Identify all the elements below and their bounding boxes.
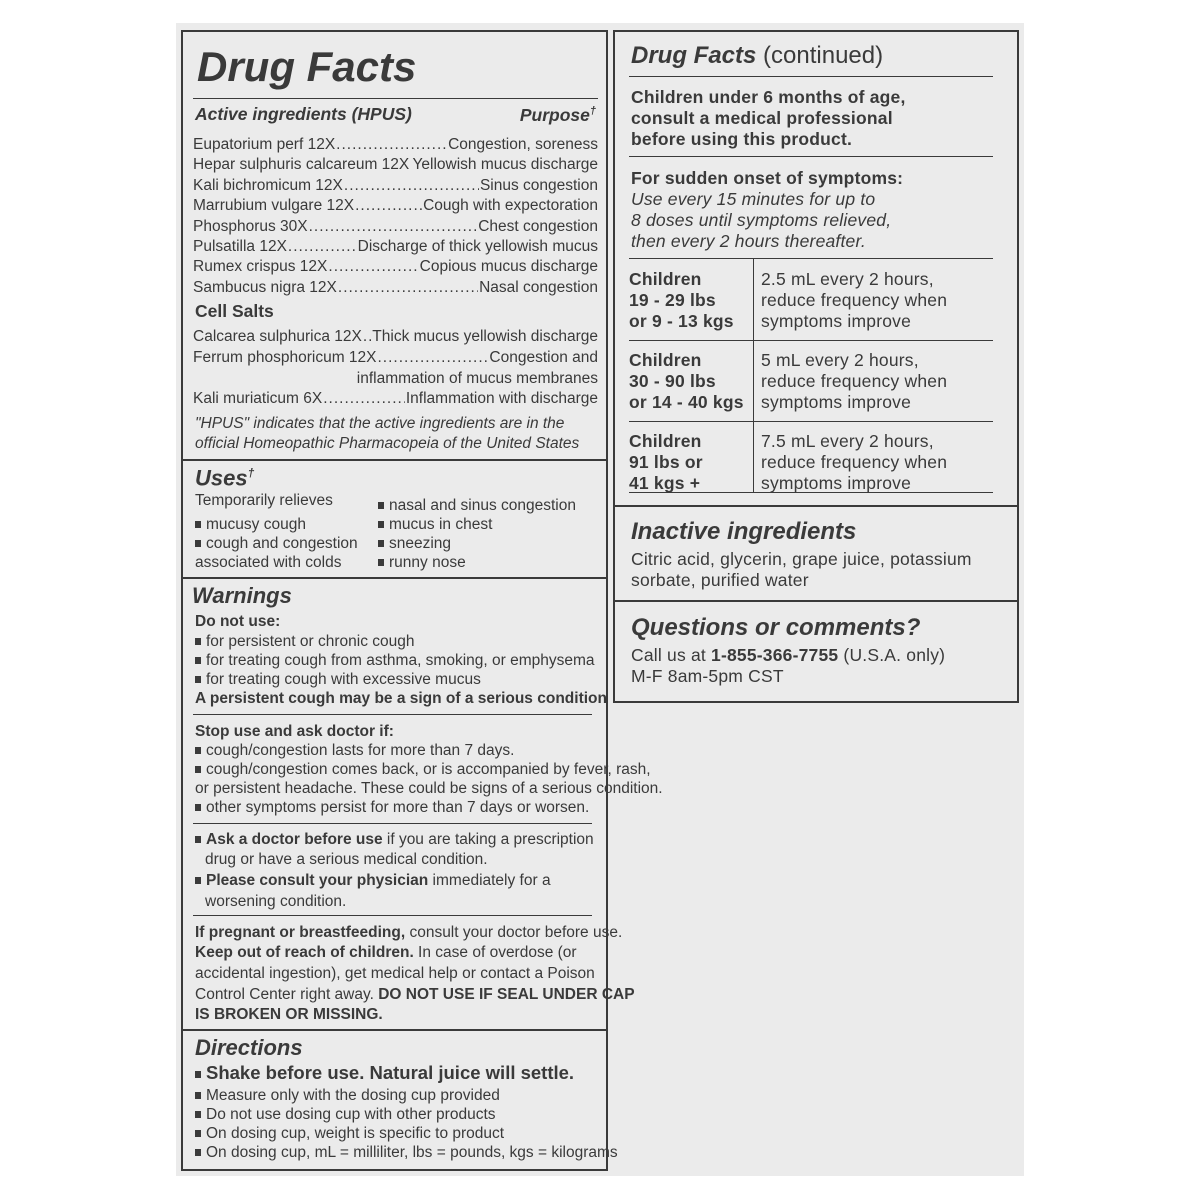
leader-dots [338,278,478,298]
cell-salt-purpose: Inflammation with discharge [405,390,598,407]
leader-dots [363,327,371,347]
warnings-divider [193,915,592,916]
ingredient-purpose: Yellowish mucus discharge [412,156,598,174]
ingredient-row [193,257,598,277]
section-divider [183,1029,606,1031]
ingredient-purpose: Cough with expectoration [423,197,598,215]
do-not-use-header: Do not use: [195,613,281,630]
cell-salt-purpose: Congestion and [489,349,598,366]
dosing-amount: symptoms improve [761,392,912,412]
phone-number: 1-855-366-7755 [711,645,839,665]
directions-item: Do not use dosing cup with other products [195,1105,496,1125]
persistent-cough-warning: A persistent cough may be a sign of a serious condition [195,690,607,707]
inactive-ingredients-line: Citric acid, glycerin, grape juice, potassium [631,549,972,569]
uses-item: sneezing [378,534,451,554]
stop-use-item-continued: or persistent headache. These could be signs of a serious condition. [195,780,663,797]
ingredient-name: Eupatorium perf 12X [193,136,336,153]
leader-dots [378,348,489,368]
dosing-amount: symptoms improve [761,473,912,493]
ingredient-name: Marrubium vulgare 12X [193,197,355,215]
cell-salt-row [193,389,598,409]
section-divider [183,459,606,461]
dosing-who: 19 - 29 lbs [629,290,716,310]
do-not-use-item: for treating cough with excessive mucus [195,670,481,690]
sudden-onset-line: 8 doses until symptoms relieved, [631,210,892,230]
ask-doctor-warning: Ask a doctor before use if you are taking a prescription [195,830,594,850]
ingredient-purpose: Congestion, soreness [448,136,598,153]
consult-physician-continued: worsening condition. [205,893,347,910]
uses-item: runny nose [378,553,466,573]
ingredient-row [193,176,598,196]
title-divider [193,98,598,99]
dosing-who: or 9 - 13 kgs [629,311,734,331]
dosing-row-divider [629,421,993,422]
stop-use-item: cough/congestion comes back, or is accompanied by fever, rash, [195,760,651,780]
ingredient-row [193,135,598,155]
children-under-line-3: before using this product. [631,129,853,149]
cell-salt-purpose: Thick mucus yellowish discharge [372,328,598,345]
ingredient-purpose: Sinus congestion [479,176,598,194]
dosing-who: or 14 - 40 kgs [629,392,744,412]
ingredient-row [193,196,598,216]
stop-use-header: Stop use and ask doctor if: [195,723,394,740]
contact-line: Call us at 1-855-366-7755 (U.S.A. only) [631,645,946,665]
ingredient-row [193,217,598,237]
inactive-ingredients-line: sorbate, purified water [631,570,809,590]
cell-salt-row [193,327,598,347]
ingredient-row [193,237,598,257]
leader-dots [328,257,418,277]
section-divider [615,600,1017,602]
dosing-table-top [629,258,993,259]
sudden-onset-line: Use every 15 minutes for up to [631,189,876,209]
directions-title: Directions [195,1035,303,1060]
uses-item-continued: associated with colds [195,554,342,571]
warnings-divider [193,823,592,824]
dosing-amount: reduce frequency when [761,290,948,310]
active-ingredients-header: Active ingredients (HPUS) [195,104,412,124]
dosing-who: 30 - 90 lbs [629,371,716,391]
inactive-ingredients-title: Inactive ingredients [631,518,857,545]
directions-item: On dosing cup, weight is specific to product [195,1124,504,1144]
uses-item: mucus in chest [378,515,492,535]
ingredient-name: Hepar sulphuris calcareum 12X [193,156,410,174]
warnings-title: Warnings [192,583,292,608]
uses-title: Uses† [195,465,255,491]
cell-salt-row [193,348,598,368]
leader-dots [336,135,447,155]
dosing-amount: reduce frequency when [761,452,948,472]
dosing-who: 41 kgs + [629,473,701,493]
drug-facts-panel [176,23,1024,1176]
keep-out-line-3: Control Center right away. DO NOT USE IF SEAL UNDER CAP [195,986,635,1003]
title-divider [629,76,993,77]
hours-line: M-F 8am-5pm CST [631,666,784,686]
dosing-amount: 2.5 mL every 2 hours, [761,269,934,289]
seal-warning: IS BROKEN OR MISSING. [195,1006,383,1023]
keep-out-of-reach: Keep out of reach of children. In case of overdose (or [195,944,577,961]
sudden-onset-header: For sudden onset of symptoms: [631,168,904,188]
purpose-header: Purpose† [519,104,596,125]
ingredient-purpose: Discharge of thick yellowish mucus [357,238,598,255]
dosing-amount: 5 mL every 2 hours, [761,350,919,370]
uses-item: mucusy cough [195,515,306,535]
cell-salt-purpose-continued: inflammation of mucus membranes [356,370,598,387]
ingredient-name: Rumex crispus 12X [193,258,328,276]
cell-salts-header: Cell Salts [195,301,274,321]
ingredient-purpose: Nasal congestion [479,278,598,296]
dosing-who: Children [629,350,702,370]
dosing-amount: 7.5 mL every 2 hours, [761,431,934,451]
ingredient-name: Phosphorus 30X [193,217,308,235]
uses-item: cough and congestion [195,534,358,554]
hpus-note-line-1: "HPUS" indicates that the active ingredients are in the [195,415,565,432]
ingredient-name: Kali bichromicum 12X [193,176,343,194]
cell-salt-name: Ferrum phosphoricum 12X [193,349,377,366]
ingredient-purpose: Chest congestion [478,217,598,235]
dosing-who: Children [629,431,702,451]
leader-dots [309,217,478,237]
dosing-who: Children [629,269,702,289]
cell-salt-name: Calcarea sulphurica 12X [193,328,362,345]
directions-item: Measure only with the dosing cup provided [195,1086,500,1106]
do-not-use-item: for persistent or chronic cough [195,632,415,652]
dosing-row-divider [629,340,993,341]
warnings-divider [193,714,592,715]
uses-item: nasal and sinus congestion [378,496,576,516]
shake-instruction: Shake before use. Natural juice will settle. [195,1064,574,1083]
children-under-line-1: Children under 6 months of age, [631,87,906,107]
pregnancy-warning: If pregnant or breastfeeding, consult your doctor before use. [195,924,623,941]
directions-item: On dosing cup, mL = milliliter, lbs = pounds, kgs = kilograms [195,1143,618,1163]
ask-doctor-continued: drug or have a serious medical condition. [205,851,488,868]
drug-facts-right-column [613,30,1019,703]
section-divider [615,505,1017,507]
consult-physician-warning: Please consult your physician immediately for a [195,871,551,891]
drug-facts-left-column [181,30,663,1171]
section-divider-thin [629,156,993,157]
leader-dots [323,389,405,409]
ingredient-purpose: Copious mucus discharge [419,258,598,276]
dosing-amount: reduce frequency when [761,371,948,391]
dosing-who: 91 lbs or [629,452,703,472]
uses-intro: Temporarily relieves [195,492,333,509]
dosing-table-divider [753,258,754,492]
ingredient-row [193,278,598,298]
questions-title: Questions or comments? [631,614,921,641]
stop-use-item: other symptoms persist for more than 7 days or worsen. [195,798,589,818]
children-under-line-2: consult a medical professional [631,108,893,128]
stop-use-item: cough/congestion lasts for more than 7 days. [195,741,514,761]
dosing-amount: symptoms improve [761,311,912,331]
ingredient-row [193,155,598,175]
ingredient-name: Pulsatilla 12X [193,238,287,255]
leader-dots [344,176,479,196]
do-not-use-item: for treating cough from asthma, smoking, or emphysema [195,651,595,671]
section-divider [183,577,606,579]
cell-salt-name: Kali muriaticum 6X [193,390,323,407]
drug-facts-title: Drug Facts [197,43,417,90]
leader-dots [355,196,422,216]
sudden-onset-line: then every 2 hours thereafter. [631,231,866,251]
hpus-note-line-2: official Homeopathic Pharmacopeia of the United States [195,435,580,452]
drug-facts-continued-title: Drug Facts (continued) [631,42,884,69]
leader-dots [288,237,357,257]
ingredient-name: Sambucus nigra 12X [193,278,337,296]
keep-out-line-2: accidental ingestion), get medical help or contact a Poison [195,965,595,982]
leader-dots [410,155,411,175]
